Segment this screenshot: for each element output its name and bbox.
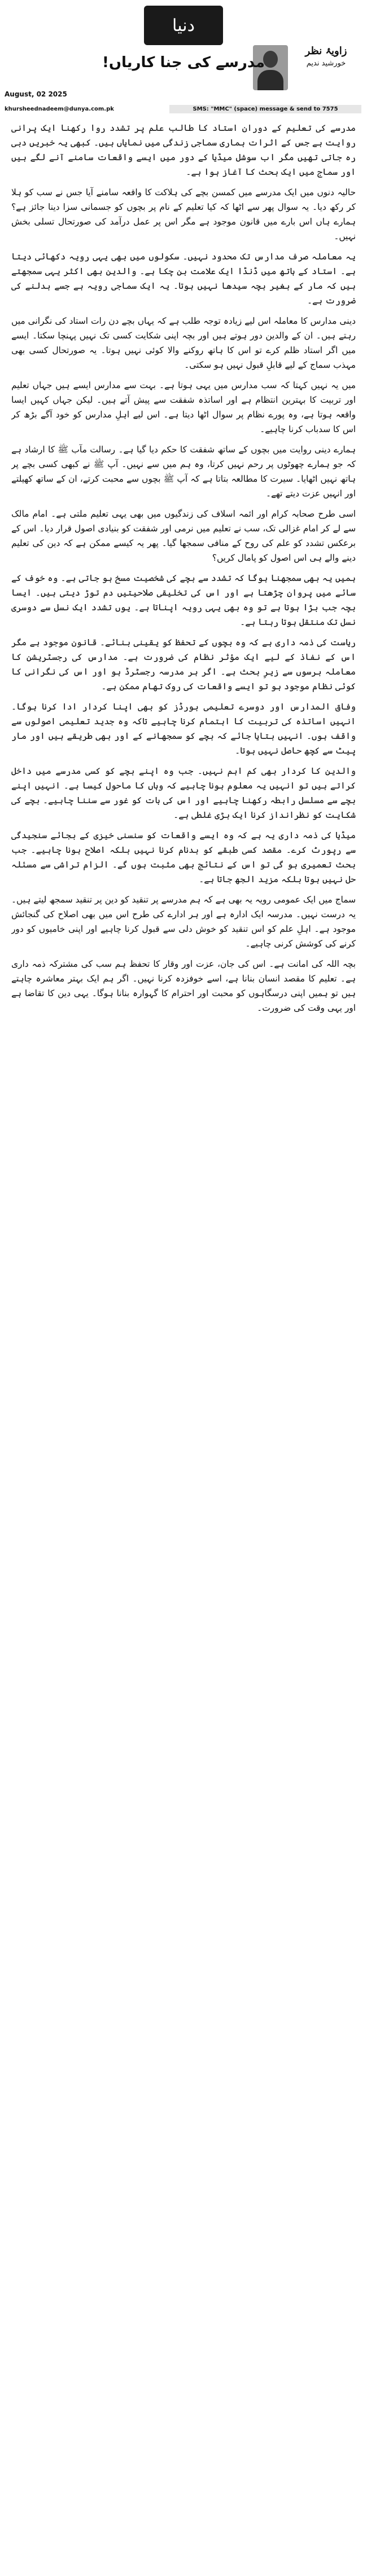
photo-body-shape [257, 70, 283, 90]
author-email: khursheednadeem@dunya.com.pk [5, 106, 114, 112]
article-paragraph: ہمارے دینی روایت میں بچوں کے ساتھ شفقت کا حکم دیا گیا ہے۔ رسالت مآب ﷺ کا ارشاد ہے کہ جو ہمارے چھوٹوں پر رحم نہیں کرتا، وہ ہم میں سے نہیں۔ آپ ﷺ نے کبھی کسی بچے پر ہاتھ نہیں اٹھایا۔ سیرت کا مطالعہ بتاتا ہے کہ آپ ﷺ بچوں سے محبت کرتے، ان کے ساتھ کھیلتے اور انہیں عزت دیتے تھے۔ [11, 444, 356, 499]
article-paragraph: یہ معاملہ صرف مدارس تک محدود نہیں۔ سکولوں میں بھی یہی رویہ دکھائی دیتا ہے۔ استاد کے ہاتھ میں ڈنڈا ایک علامت بن چکا ہے۔ والدین بھی اکثر یہی سمجھتے ہیں کہ مار کے بغیر بچہ سیدھا نہیں ہوتا۔ یہ ایک سماجی رویہ ہے جسے بدلنے کی ضرورت ہے۔ [11, 252, 356, 306]
article-paragraph: میں یہ نہیں کہتا کہ سب مدارس میں یہی ہوتا ہے۔ بہت سے مدارس ایسے ہیں جہاں تعلیم اور تربیت کا بہترین انتظام ہے اور اساتذہ شفقت سے پیش آتے ہیں۔ لیکن جہاں کہیں ایسا واقعہ ہوتا ہے، وہ پورے نظام پر سوال اٹھا دیتا ہے۔ اس لیے اہلِ مدارس کو خود آگے بڑھ کر اس کا سدباب کرنا چاہیے۔ [11, 380, 356, 434]
publish-date: August, 02 2025 [5, 90, 67, 98]
article-paragraph: مدرسے کی تعلیم کے دوران استاد کا طالب علم پر تشدد روا رکھنا ایک پرانی روایت ہے جس کے اثرات ہماری سماجی زندگی میں نمایاں ہیں۔ کبھی یہ خبریں دبی رہ جاتی تھیں مگر اب سوشل میڈیا کے دور میں ایسے واقعات سامنے آنے لگے ہیں اور سماج میں ایک بحث کا آغاز ہوا ہے۔ [11, 123, 356, 177]
article-paragraph: اسی طرح صحابہ کرام اور ائمہ اسلاف کی زندگیوں میں بھی یہی تعلیم ملتی ہے۔ امام مالک سے لے کر امام غزالی تک، سب نے تعلیم میں نرمی اور شفقت کو بنیادی اصول قرار دیا۔ اس کے برعکس تشدد کو علم کی روح کے منافی سمجھا گیا۔ پھر یہ کیسے ممکن ہے کہ دین کی تعلیم دینے والے ہی اس اصول کو پامال کریں؟ [11, 509, 356, 563]
article-paragraph: ہمیں یہ بھی سمجھنا ہوگا کہ تشدد سے بچے کی شخصیت مسخ ہو جاتی ہے۔ وہ خوف کے سائے میں پروان چڑھتا ہے اور اس کی تخلیقی صلاحیتیں دم توڑ دیتی ہیں۔ ایسا بچہ جب بڑا ہوتا ہے تو وہ بھی یہی رویہ اپناتا ہے۔ یوں تشدد ایک نسل سے دوسری نسل تک منتقل ہوتا رہتا ہے۔ [11, 573, 356, 627]
article-body [11, 121, 356, 2563]
article-paragraph: وفاق المدارس اور دوسرے تعلیمی بورڈز کو بھی اپنا کردار ادا کرنا ہوگا۔ انہیں اساتذہ کی تربیت کا اہتمام کرنا چاہیے تاکہ وہ جدید تعلیمی اصولوں سے واقف ہوں۔ انہیں بتایا جائے کہ بچے کو سمجھانے کے اور بھی طریقے ہیں اور مار پیٹ سے کچھ حاصل نہیں ہوتا۔ [11, 702, 356, 756]
article-paragraph: حالیہ دنوں میں ایک مدرسے میں کمسن بچے کی ہلاکت کا واقعہ سامنے آیا جس نے سب کو ہلا کر رکھ دیا۔ یہ سوال پھر سے اٹھا کہ کیا تعلیم کے نام پر بچوں کو جسمانی سزا دینا جائز ہے؟ ہمارے ہاں اس بارے میں قانون موجود ہے مگر اس پر عمل درآمد کی صورتحال تسلی بخش نہیں۔ [11, 187, 356, 241]
article-paragraph: بچہ اللہ کی امانت ہے۔ اس کی جان، عزت اور وقار کا تحفظ ہم سب کی مشترکہ ذمہ داری ہے۔ تعلیم کا مقصد انسان بنانا ہے، اسے خوفزدہ کرنا نہیں۔ اگر ہم ایک بہتر معاشرہ چاہتے ہیں تو ہمیں اپنی درسگاہوں کو محبت اور احترام کا گہوارہ بنانا ہوگا۔ یہی دین کا تقاضا ہے اور یہی وقت کی ضرورت۔ [11, 959, 356, 1013]
sms-line: SMS: "MMC" (space) message & send to 7575 [169, 105, 361, 113]
logo-text: دنیا [172, 15, 195, 36]
article-paragraph: سماج میں ایک عمومی رویہ یہ بھی ہے کہ ہم مدرسے پر تنقید کو دین پر تنقید سمجھ لیتے ہیں۔ یہ درست نہیں۔ مدرسہ ایک ادارہ ہے اور ہر ادارے کی طرح اس میں بھی اصلاح کی گنجائش موجود ہے۔ اہلِ علم کو اس تنقید کو خوش دلی سے قبول کرنا چاہیے اور اپنی خامیوں کو دور کرنے کی کوشش کرنی چاہیے۔ [11, 895, 356, 949]
article-headline: مدرسے کی جنا کاریاں! [102, 54, 265, 71]
masthead [0, 0, 367, 85]
article-paragraph: والدین کا کردار بھی کم اہم نہیں۔ جب وہ اپنے بچے کو کسی مدرسے میں داخل کراتے ہیں تو انہیں یہ معلوم ہونا چاہیے کہ وہاں کا ماحول کیسا ہے۔ انہیں اپنے بچے سے مسلسل رابطہ رکھنا چاہیے اور اس کی بات کو غور سے سننا چاہیے۔ بچے کی شکایت کو نظرانداز کرنا ایک بڑی غلطی ہے۔ [11, 766, 356, 820]
newspaper-logo [144, 6, 223, 45]
article-paragraph: میڈیا کی ذمہ داری یہ ہے کہ وہ ایسے واقعات کو سنسنی خیزی کے بجائے سنجیدگی سے رپورٹ کرے۔ مقصد کسی طبقے کو بدنام کرنا نہیں بلکہ اصلاح ہونا چاہیے۔ جب بحث تعمیری ہو گی تو اس کے نتائج بھی مثبت ہوں گے۔ الزام تراشی سے مسئلہ حل نہیں ہوتا بلکہ مزید الجھ جاتا ہے۔ [11, 830, 356, 884]
author-name: خورشید ندیم [306, 59, 346, 68]
article-paragraph: دینی مدارس کا معاملہ اس لیے زیادہ توجہ طلب ہے کہ یہاں بچے دن رات استاد کی نگرانی میں رہتے ہیں۔ ان کے والدین دور ہوتے ہیں اور بچہ اپنی شکایت کسی تک نہیں پہنچا سکتا۔ ایسے میں اگر استاد ظلم کرے تو اس کا ہاتھ روکنے والا کوئی نہیں ہوتا۔ یہ صورتحال کسی بھی مہذب سماج کے لیے قابلِ قبول نہیں ہو سکتی۔ [11, 316, 356, 370]
column-name: زاویۂ نظر [305, 45, 347, 57]
article-paragraph: ریاست کی ذمہ داری ہے کہ وہ بچوں کے تحفظ کو یقینی بنائے۔ قانون موجود ہے مگر اس کے نفاذ کے لیے ایک مؤثر نظام کی ضرورت ہے۔ مدارس کی رجسٹریشن کا معاملہ برسوں سے زیرِ بحث ہے۔ اگر ہر مدرسہ رجسٹرڈ ہو اور اس کی نگرانی کا کوئی نظام موجود ہو تو ایسے واقعات کی روک تھام ممکن ہے۔ [11, 637, 356, 692]
